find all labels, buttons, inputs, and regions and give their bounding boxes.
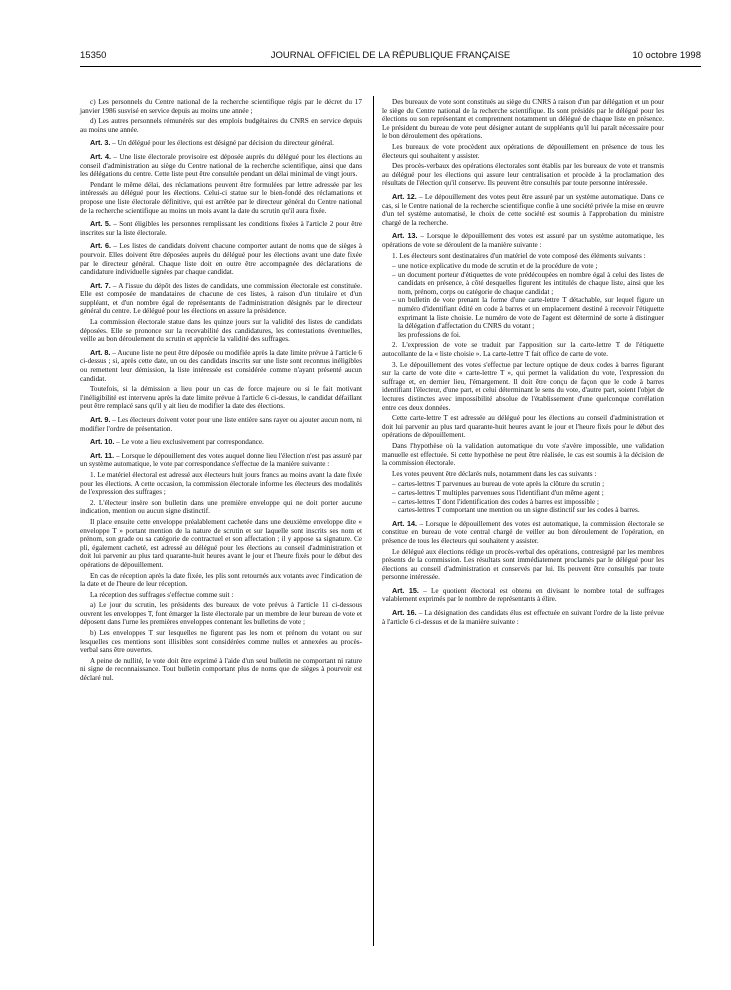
article-text: – Sont éligibles les personnes remplissant les conditions fixées à l'article 2 pour être inscrites sur la liste électorale. [80, 220, 363, 237]
journal-title: JOURNAL OFFICIEL DE LA RÉPUBLIQUE FRANÇAISE [270, 50, 511, 61]
paragraph: a) Le jour du scrutin, les présidents des bureaux de vote prévus à l'article 11 ci-dessous ouvrent les enveloppes T, font émarger la liste électorale par un membre de leur bureau de vote et déposent dans l'urne les premières enveloppes contenant les bulletins de vote ; [80, 601, 362, 627]
article-label: Art. 7. [90, 280, 111, 290]
paragraph: 2. L'électeur insère son bulletin dans une première enveloppe qui ne doit porter aucune indication, mention ou aucun signe distinctif. [80, 498, 362, 516]
column-divider [373, 96, 374, 946]
paragraph: En cas de réception après la date fixée, les plis sont retournés aux votants avec l'indication de la date et de l'heure de leur réception. [80, 571, 362, 589]
publication-date: 10 octobre 1998 [632, 50, 701, 61]
list-item: – un document porteur d'étiquettes de vote prédécoupées en nombre égal à celui des listes de candidats en présence, à côté desquelles figurent les intitulés de chaque liste, ainsi que les nom, prénom, corps ou catégorie de chaque candidat ; [392, 271, 664, 297]
paragraph: c) Les personnels du Centre national de la recherche scientifique régis par le décret du 17 janvier 1986 susvisé en service depuis au moins une année ; [80, 98, 362, 115]
article-paragraph [80, 139, 362, 148]
list-item: – cartes-lettres T multiples parvenues sous l'identifiant d'un même agent ; [392, 489, 664, 498]
paragraph: Cette carte-lettre T est adressée au délégué pour les élections au conseil d'administration et doit lui parvenir au plus tard quarante-huit heures avant le jour et l'heure fixés pour le début des opérations de dépouillement. [382, 414, 664, 440]
page-number: 15350 [80, 50, 107, 61]
paragraph: Pendant le même délai, des réclamations peuvent être formulées par lettre adressée par les intéressés au délégué pour les élections. Celui-ci statue sur le bien-fondé des réclamations et propose une liste électorale définitive, qui est arrêtée par le directeur général du Centre national de la recherche scientifique au moins un mois avant la date du scrutin qu'il aura fixée. [80, 180, 362, 215]
paragraph: 1. Les électeurs sont destinataires d'un matériel de vote composé des éléments suivants : [392, 251, 646, 260]
article-text: – Les listes de candidats doivent chacune comporter autant de noms que de sièges à pourvoir. Elles doivent être déposées auprès du délégué pour les élections avant une date fixée par le directeur général. Chaque liste doit en outre être accompagnée des déclarations de candidature individuelle signées par chaque candidat. [80, 242, 362, 277]
article-text: – Une liste électorale provisoire est déposée auprès du délégué pour les élections au conseil d'administration au siège du Centre national de la recherche scientifique, ainsi que dans les délégations du centre. Cette liste peut être consultée pendant un délai minimal de vingt jours. [80, 152, 362, 179]
article-label: Art. 16. [392, 608, 417, 618]
paragraph: Les votes peuvent être déclarés nuls, notamment dans les cas suivants : [392, 469, 597, 478]
article-label: Art. 15. [392, 585, 419, 595]
article-paragraph [80, 153, 362, 179]
article-text: – Lorsque le dépouillement des votes est assuré par un système automatique, les opérations de vote se déroulent de la manière suivante : [382, 232, 664, 249]
paragraph: La réception des suffrages s'effectue comme suit : [90, 590, 234, 599]
list-item: – une notice explicative du mode de scrutin et de la procédure de vote ; [392, 262, 664, 271]
paragraph: Les bureaux de vote procèdent aux opérations de dépouillement en présence de tous les électeurs qui souhaitent y assister. [382, 142, 664, 160]
list-item: – cartes-lettres T parvenues au bureau de vote après la clôture du scrutin ; [392, 480, 664, 489]
article-label: Art. 4. [90, 151, 111, 161]
article-text: – Un délégué pour les élections est désigné par décision du directeur général. [110, 139, 334, 148]
paragraph: b) Les enveloppes T sur lesquelles ne figurent pas les nom et prénom du votant ou sur lesquelles ces mentions sont illisibles sont considérées comme nulles et annexées au procès-verbal sans être ouvertes. [80, 629, 362, 655]
list-item: – cartes-lettres T dont l'identification des codes à barres est impossible ; [392, 498, 664, 507]
paragraph: Le délégué aux élections rédige un procès-verbal des opérations, contresigné par les membres présents de la commission. Les résultats sont immédiatement proclamés par le délégué pour les élections au conseil d'administration et conservés par lui. Ils peuvent être consultés par toute personne intéressée. [382, 547, 664, 582]
article-text: – Lorsque le dépouillement des votes est automatique, la commission électorale se constitue en bureau de vote central chargé de veiller au bon déroulement de l'opération, en présence de tous les électeurs qui souhaitent y assister. [382, 519, 664, 545]
article-text: – Les électeurs doivent voter pour une liste entière sans rayer ou ajouter aucun nom, ni modifier l'ordre de présentation. [80, 416, 362, 433]
header-rule [80, 66, 701, 67]
article-paragraph [80, 349, 362, 383]
paragraph: La commission électorale statue dans les quinze jours sur la validité des listes de candidats déposées. Elle se prononce sur la recevabilité des candidatures, les contestations éventuelles, veille au bon déroulement du scrutin et apprécie la validité des suffrages. [80, 318, 362, 344]
article-label: Art. 8. [90, 347, 111, 357]
paragraph: Des bureaux de vote sont constitués au siège du CNRS à raison d'un par délégation et un pour le siège du Centre national de la recherche scientifique. Ils sont présidés par le délégué pour les élections ou son représentant et comprennent notamment un délégué de chaque liste en présence. Le président du bureau de vote peut désigner autant de suppléants qu'il lui paraît nécessaire pour le bon déroulement des opérations. [382, 98, 664, 141]
paragraph: 3. Le dépouillement des votes s'effectue par lecture optique de deux codes à barres figurant sur la carte de vote dite « carte-lettre T », qui permet la validation du vote, l'expression du suffrage et, en dernier lieu, l'émargement. Il doit être conçu de façon que le code à barres identifiant l'électeur, d'une part, et celui déterminant le sens du vote, d'autre part, soient l'objet de lectures distinctes avec impossibilité absolue de l'établissement d'une quelconque corrélation entre ces deux données. [382, 360, 664, 412]
bullet-list [382, 262, 664, 339]
article-label: Art. 13. [392, 231, 418, 241]
article-label: Art. 3. [90, 138, 111, 148]
left-column [80, 98, 362, 685]
paragraph: 1. Le matériel électoral est adressé aux électeurs huit jours francs au moins avant la date fixée pour les élections. A cette occasion, la commission électorale informe les électeurs des modalités de l'expression des suffrages ; [80, 470, 362, 497]
paragraph: d) Les autres personnels rémunérés sur des emplois budgétaires du CNRS en service depuis au moins une année. [80, 117, 362, 134]
list-item: les professions de foi. [398, 330, 461, 339]
article-text: – Le quotient électoral est obtenu en divisant le nombre total de suffrages valablement exprimés par le nombre de représentants à élire. [382, 586, 664, 604]
article-paragraph [80, 438, 362, 447]
article-label: Art. 5. [90, 219, 111, 229]
article-paragraph [382, 587, 664, 604]
paragraph: Il place ensuite cette enveloppe préalablement cachetée dans une deuxième enveloppe dite « enveloppe T » portant mention de la nature de scrutin et sur laquelle sont inscrits ses nom et prénom, son grade ou sa catégorie de contractuel et son affectation ; il y appose sa signature. Ce pli, également cacheté, est adressé au délégué pour les élections au conseil d'administration et doit lui parvenir au plus tard quarante-huit heures avant le jour et l'heure fixés pour le début des opérations de dépouillement. [80, 517, 362, 569]
article-text: – Le dépouillement des votes peut être assuré par un système automatique. Dans ce cas, si le Centre national de la recherche scientifique confie à une société privée la mise en œuvre d'un tel système automatisé, le choix de cette société est soumis à l'approbation du ministre chargé de la recherche. [382, 192, 664, 227]
article-label: Art. 14. [392, 518, 418, 528]
bullet-list [382, 480, 664, 514]
article-label: Art. 10. [90, 437, 115, 447]
article-label: Art. 12. [392, 191, 417, 201]
article-label: Art. 9. [90, 415, 111, 424]
paragraph: Dans l'hypothèse où la validation automatique du vote s'avère impossible, une validation manuelle est effectuée. Si cette hypothèse ne peut être réalisée, le cas est soumis à la décision de la commission électorale. [382, 441, 664, 468]
article-paragraph [382, 520, 664, 546]
article-text: – La désignation des candidats élus est effectuée en suivant l'ordre de la liste prévue à l'article 6 ci-dessus et de la manière suivante : [382, 609, 664, 626]
article-text: – A l'issue du dépôt des listes de candidats, une commission électorale est constituée. Elle est composée de mandataires de chacune de ces listes, à raison d'un titulaire et d'un suppléant, et d'un nombre égal de représentants de l'administration désignés par le directeur général du centre. Le délégué pour les élections en assure la présidence. [80, 281, 362, 316]
article-paragraph [80, 220, 362, 237]
article-text: – Aucune liste ne peut être déposée ou modifiée après la date limite prévue à l'article 6 ci-dessus ; si, après cette date, un ou des candidats inscrits sur une liste sont reconnus inéligibles ou remettent leur démission, la liste intéressée est considérée comme n'ayant présenté aucun candidat. [80, 348, 363, 383]
article-paragraph [382, 193, 664, 227]
list-item: cartes-lettres T comportant une mention ou un signe distinctif sur les codes à barres. [398, 506, 640, 515]
paragraph: Des procès-verbaux des opérations électorales sont établis par les bureaux de vote et transmis au délégué pour les élections qui assure leur centralisation et procède à la proclamation des résultats de l'élection qu'il conserve. Ils peuvent être consultés par toute personne intéressée. [382, 162, 664, 188]
article-paragraph [382, 232, 664, 249]
article-paragraph [80, 282, 362, 316]
article-label: Art. 6. [90, 241, 111, 251]
article-paragraph [80, 416, 362, 433]
page-header [80, 50, 701, 64]
list-item: – un bulletin de vote prenant la forme d'une carte-lettre T détachable, sur lequel figure un numéro d'identifiant édité en code à barres et un emplacement destiné à recevoir l'étiquette exprimant la liste choisie. Le numéro de vote de l'agent est déterminé de sorte à distinguer la délégation d'affectation du CNRS du votant ; [392, 296, 664, 330]
article-paragraph [382, 609, 664, 626]
article-label: Art. 11. [90, 450, 115, 460]
right-column [382, 98, 664, 628]
paragraph: A peine de nullité, le vote doit être exprimé à l'aide d'un seul bulletin ne comportant ni rature ni signe de reconnaissance. Tout bulletin comportant plus de noms que de sièges à pourvoir est déclaré nul. [80, 656, 362, 683]
article-paragraph [80, 242, 362, 276]
article-text: – Lorsque le dépouillement des votes auquel donne lieu l'élection n'est pas assuré par un système automatique, le vote par correspondance s'effectue de la manière suivante : [80, 451, 362, 469]
article-text: – Le vote a lieu exclusivement par correspondance. [114, 438, 264, 447]
paragraph: 2. L'expression de vote se traduit par l'apposition sur la carte-lettre T de l'étiquette autocollante de la « liste choisie ». La carte-lettre T fait office de carte de vote. [382, 341, 664, 359]
article-paragraph [80, 452, 362, 469]
paragraph: Toutefois, si la démission a lieu pour un cas de force majeure ou si le fait motivant l'inéligibilité est intervenu après la date limite prévue à l'article 6 ci-dessus, le candidat défaillant peut être remplacé sans qu'il y ait lieu de modifier la date des élections. [80, 385, 362, 411]
